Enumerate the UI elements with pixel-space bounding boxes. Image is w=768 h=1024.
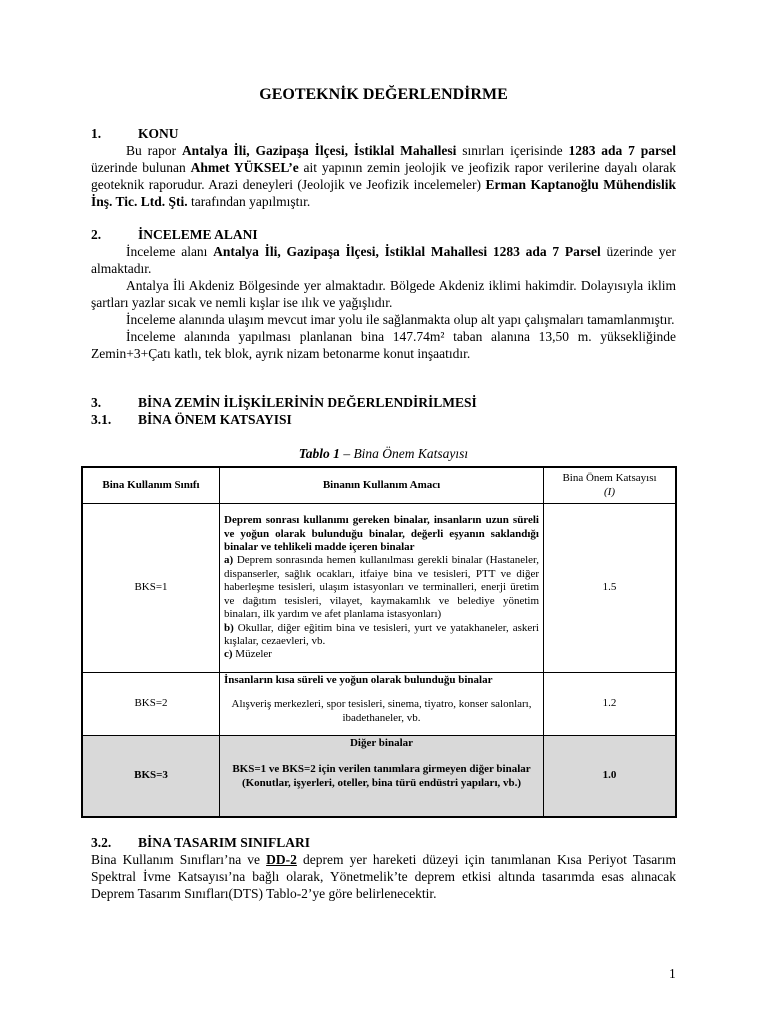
subsection-title: BİNA ÖNEM KATSAYISI [138, 412, 292, 427]
factor-cell: 1.2 [544, 673, 677, 736]
purpose-cell: İnsanların kısa süreli ve yoğun olarak bulunduğu binalar Alışveriş merkezleri, spor tesisleri, sinema, tiyatro, konser salonları, ibadethaneler, vb. [220, 673, 544, 736]
table-row [82, 673, 676, 736]
section-konu [91, 125, 676, 210]
table-header-row [82, 467, 676, 504]
page-number: 1 [669, 966, 676, 981]
document-title: GEOTEKNİK DEĞERLENDİRME [259, 86, 508, 103]
climate-paragraph: Antalya İli Akdeniz Bölgesinde yer almaktadır. Bölgede Akdeniz iklimi hakimdir. Dolayısıyla iklim şartları yazlar sıcak ve nemli kışlar ise ılık ve yağışlıdır. [91, 278, 676, 310]
subsection-title: BİNA TASARIM SINIFLARI [138, 835, 311, 850]
header-cell-factor: Bina Önem Katsayısı (I) [544, 467, 677, 504]
building-paragraph: İnceleme alanında yapılması planlanan bina 147.74m² taban alanına 13,50 m. yüksekliğinde Zemin+3+Çatı katlı, tek blok, ayrık nizam betonarme konut inşaatıdır. [91, 329, 676, 361]
class-cell: BKS=3 [82, 736, 220, 818]
location-paragraph: İnceleme alanı Antalya İli, Gazipaşa İlçesi, İstiklal Mahallesi 1283 ada 7 Parsel üzerinde yer almaktadır. [91, 244, 676, 276]
section-inceleme-alani [91, 226, 676, 362]
section-heading [91, 125, 676, 142]
table-row [82, 504, 676, 673]
factor-cell: 1.5 [544, 504, 677, 673]
section-bina-zemin [91, 394, 676, 428]
section-tasarim-siniflari [91, 834, 676, 902]
subsection-heading [91, 411, 676, 428]
table-caption: Tablo 1 – Bina Önem Katsayısı [298, 446, 469, 461]
class-cell: BKS=1 [82, 504, 220, 673]
class-cell: BKS=2 [82, 673, 220, 736]
section-title: BİNA ZEMİN İLİŞKİLERİNİN DEĞERLENDİRİLMESİ [138, 395, 477, 410]
subsection-heading [91, 834, 676, 851]
table-row [82, 736, 676, 818]
importance-factor-table [81, 466, 677, 818]
section-number: 3. [91, 395, 102, 410]
section-number: 1. [91, 126, 102, 141]
purpose-cell: Diğer binalar BKS=1 ve BKS=2 için verilen tanımlara girmeyen diğer binalar (Konutlar, işyerleri, oteller, bina türü endüstri yapıları, vb.) [220, 736, 544, 818]
access-paragraph: İnceleme alanında ulaşım mevcut imar yolu ile sağlanmakta olup alt yapı çalışmaları tamamlanmıştır. [126, 312, 675, 327]
header-cell-class: Bina Kullanım Sınıfı [82, 467, 220, 504]
konu-paragraph: Bu rapor Antalya İli, Gazipaşa İlçesi, İstiklal Mahallesi sınırları içerisinde 1283 ada 7 parsel üzerinde bulunan Ahmet YÜKSEL’e ait yapının zemin jeolojik ve jeofizik rapor verilerine dayalı olarak geoteknik raporudur. Arazi deneyleri (Jeolojik ve Jeofizik incelemeler) Erman Kaptanoğlu Mühendislik İnş. Tic. Ltd. Şti. tarafından yapılmıştır. [91, 143, 676, 209]
subsection-number: 3.2. [91, 835, 112, 850]
section-heading [91, 394, 676, 411]
section-number: 2. [91, 227, 102, 242]
header-cell-purpose: Binanın Kullanım Amacı [220, 467, 544, 504]
section-title: İNCELEME ALANI [138, 227, 258, 242]
section-title: KONU [138, 126, 179, 141]
section-heading [91, 226, 676, 243]
factor-cell: 1.0 [544, 736, 677, 818]
design-class-paragraph: Bina Kullanım Sınıfları’na ve DD-2 deprem yer hareketi düzeyi için tanımlanan Kısa Periyot Tasarım Spektral İvme Katsayısı’na bağlı olarak, Yönetmelik’te deprem etkisi altında tasarımda esas alınacak Deprem Tasarım Sınıfları(DTS) Tablo-2’ye göre belirlenecektir. [91, 852, 677, 901]
subsection-number: 3.1. [91, 412, 112, 427]
purpose-cell: Deprem sonrası kullanımı gereken binalar, insanların uzun süreli ve yoğun olarak bulunduğu binalar, değerli eşyanın saklandığı binalar ve tehlikeli madde içeren binalar a) Deprem sonrasında hemen kullanılması gerekli binalar (Hastaneler, dispanserler, sağlık ocakları, itfaiye bina ve tesisleri, PTT ve diğer haberleşme tesisleri, ulaşım istasyonları ve terminalleri, enerji üretim ve dağıtım tesisleri, vilayet, kaymakamlık ve belediye yönetim binaları, ilk yardım ve afet planlama istasyonları) b) Okullar, diğer eğitim bina ve tesisleri, yurt ve yatakhaneler, askeri kışlalar, cezaevleri, vb. c) Müzeler [220, 504, 544, 673]
